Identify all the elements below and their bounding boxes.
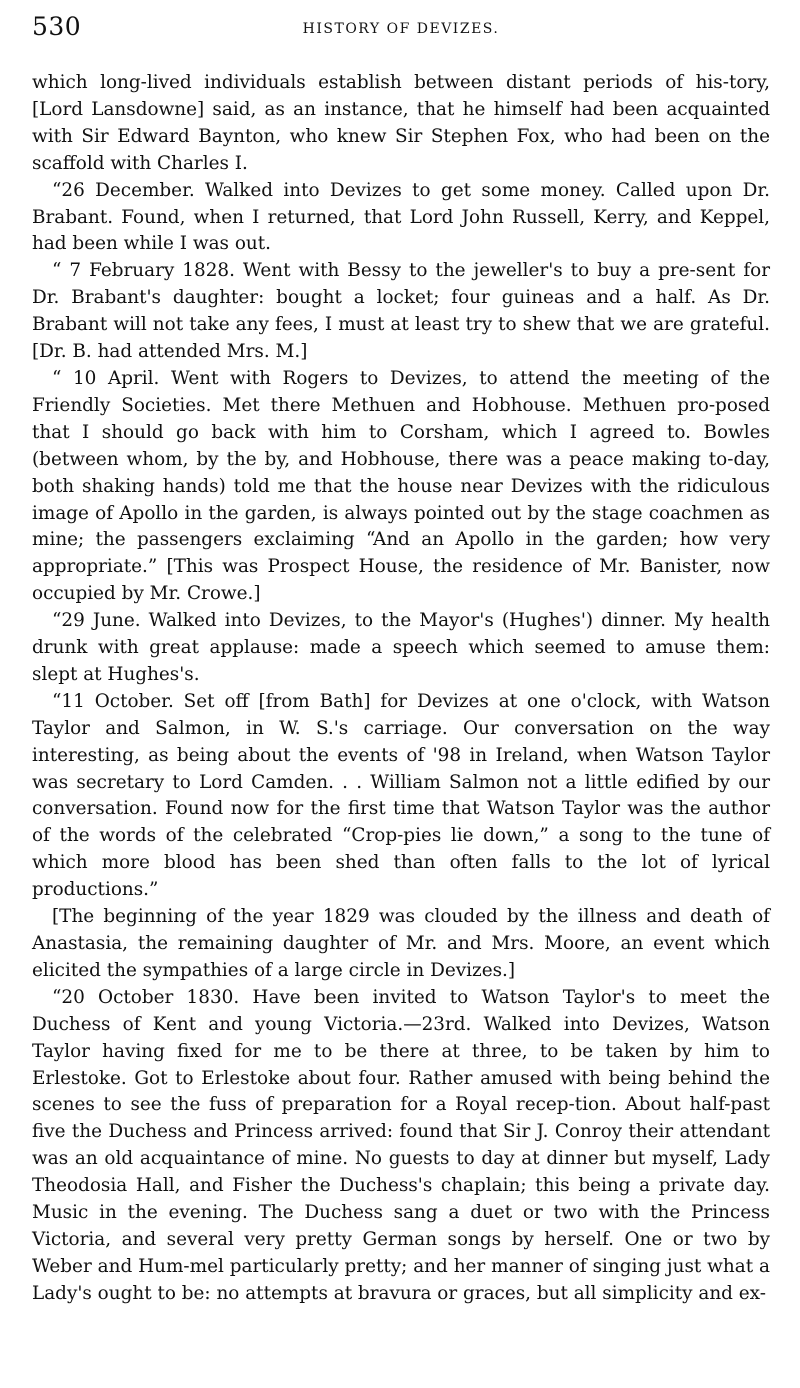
page-header bbox=[32, 12, 770, 52]
paragraph-11-october: “11 October. Set off [from Bath] for Devizes at one o'clock, with Watson Taylor and Salmon, in W. S.'s carriage. Our conversation on the way interesting, as being about the events of '98 in Ireland, when Watson Taylor was secretary to Lord Camden. . . William Salmon not a little edified by our conversation. Found now for the first time that Watson Taylor was the author of the words of the celebrated “Crop-pies lie down,” a song to the tune of which more blood has been shed than often falls to the lot of lyrical productions.” bbox=[32, 690, 770, 901]
paragraph-26-december: “26 December. Walked into Devizes to get some money. Called upon Dr. Brabant. Found, when I returned, that Lord John Russell, Kerry, and Keppel, had been while I was out. bbox=[32, 179, 770, 255]
page-number: 530 bbox=[32, 12, 82, 41]
paragraph-10-april: “ 10 April. Went with Rogers to Devizes, to attend the meeting of the Friendly Societies. Met there Methuen and Hobhouse. Methuen pro-posed that I should go back with him to Corsham, which I agreed to. Bowles (between whom, by the by, and Hobhouse, there was a peace making to-day, both shaking hands) told me that the house near Devizes with the ridiculous image of Apollo in the garden, is always pointed out by the stage coachmen as mine; the passengers exclaiming “And an Apollo in the garden; how very appropriate.” [This was Prospect House, the residence of Mr. Banister, now occupied by Mr. Crowe.] bbox=[32, 367, 770, 605]
paragraph-1829-note: [The beginning of the year 1829 was clouded by the illness and death of Anastasia, the remaining daughter of Mr. and Mrs. Moore, an event which elicited the sympathies of a large circle in Devizes.] bbox=[32, 906, 770, 981]
running-head: HISTORY OF DEVIZES. bbox=[302, 21, 500, 37]
paragraph-continuation: which long-lived individuals establish between distant periods of his-tory, [Lord Lansdowne] said, as an instance, that he himself had been acquainted with Sir Edward Baynton, who knew Sir Stephen Fox, who had been on the scaffold with Charles I. bbox=[32, 72, 770, 174]
paragraph-7-february-1828: “ 7 February 1828. Went with Bessy to the jeweller's to buy a pre-sent for Dr. Brabant's daughter: bought a locket; four guineas and a half. As Dr. Brabant will not take any fees, I must at least try to shew that we are grateful. [Dr. B. had attended Mrs. M.] bbox=[32, 260, 770, 363]
paragraph-29-june: “29 June. Walked into Devizes, to the Mayor's (Hughes') dinner. My health drunk with great applause: made a speech which seemed to amuse them: slept at Hughes's. bbox=[32, 610, 770, 685]
body-text bbox=[32, 70, 770, 1308]
paragraph-20-october-1830: “20 October 1830. Have been invited to Watson Taylor's to meet the Duchess of Kent and young Victoria.—23rd. Walked into Devizes, Watson Taylor having fixed for me to be there at three, to be taken by him to Erlestoke. Got to Erlestoke about four. Rather amused with being behind the scenes to see the fuss of preparation for a Royal recep-tion. About half-past five the Duchess and Princess arrived: found that Sir J. Conroy their attendant was an old acquaintance of mine. No guests to day at dinner but myself, Lady Theodosia Hall, and Fisher the Duchess's chaplain; this being a private day. Music in the evening. The Duchess sang a duet or two with the Princess Victoria, and several very pretty German songs by herself. One or two by Weber and Hum-mel particularly pretty; and her manner of singing just what a Lady's ought to be: no attempts at bravura or graces, but all simplicity and ex- bbox=[32, 986, 770, 1304]
